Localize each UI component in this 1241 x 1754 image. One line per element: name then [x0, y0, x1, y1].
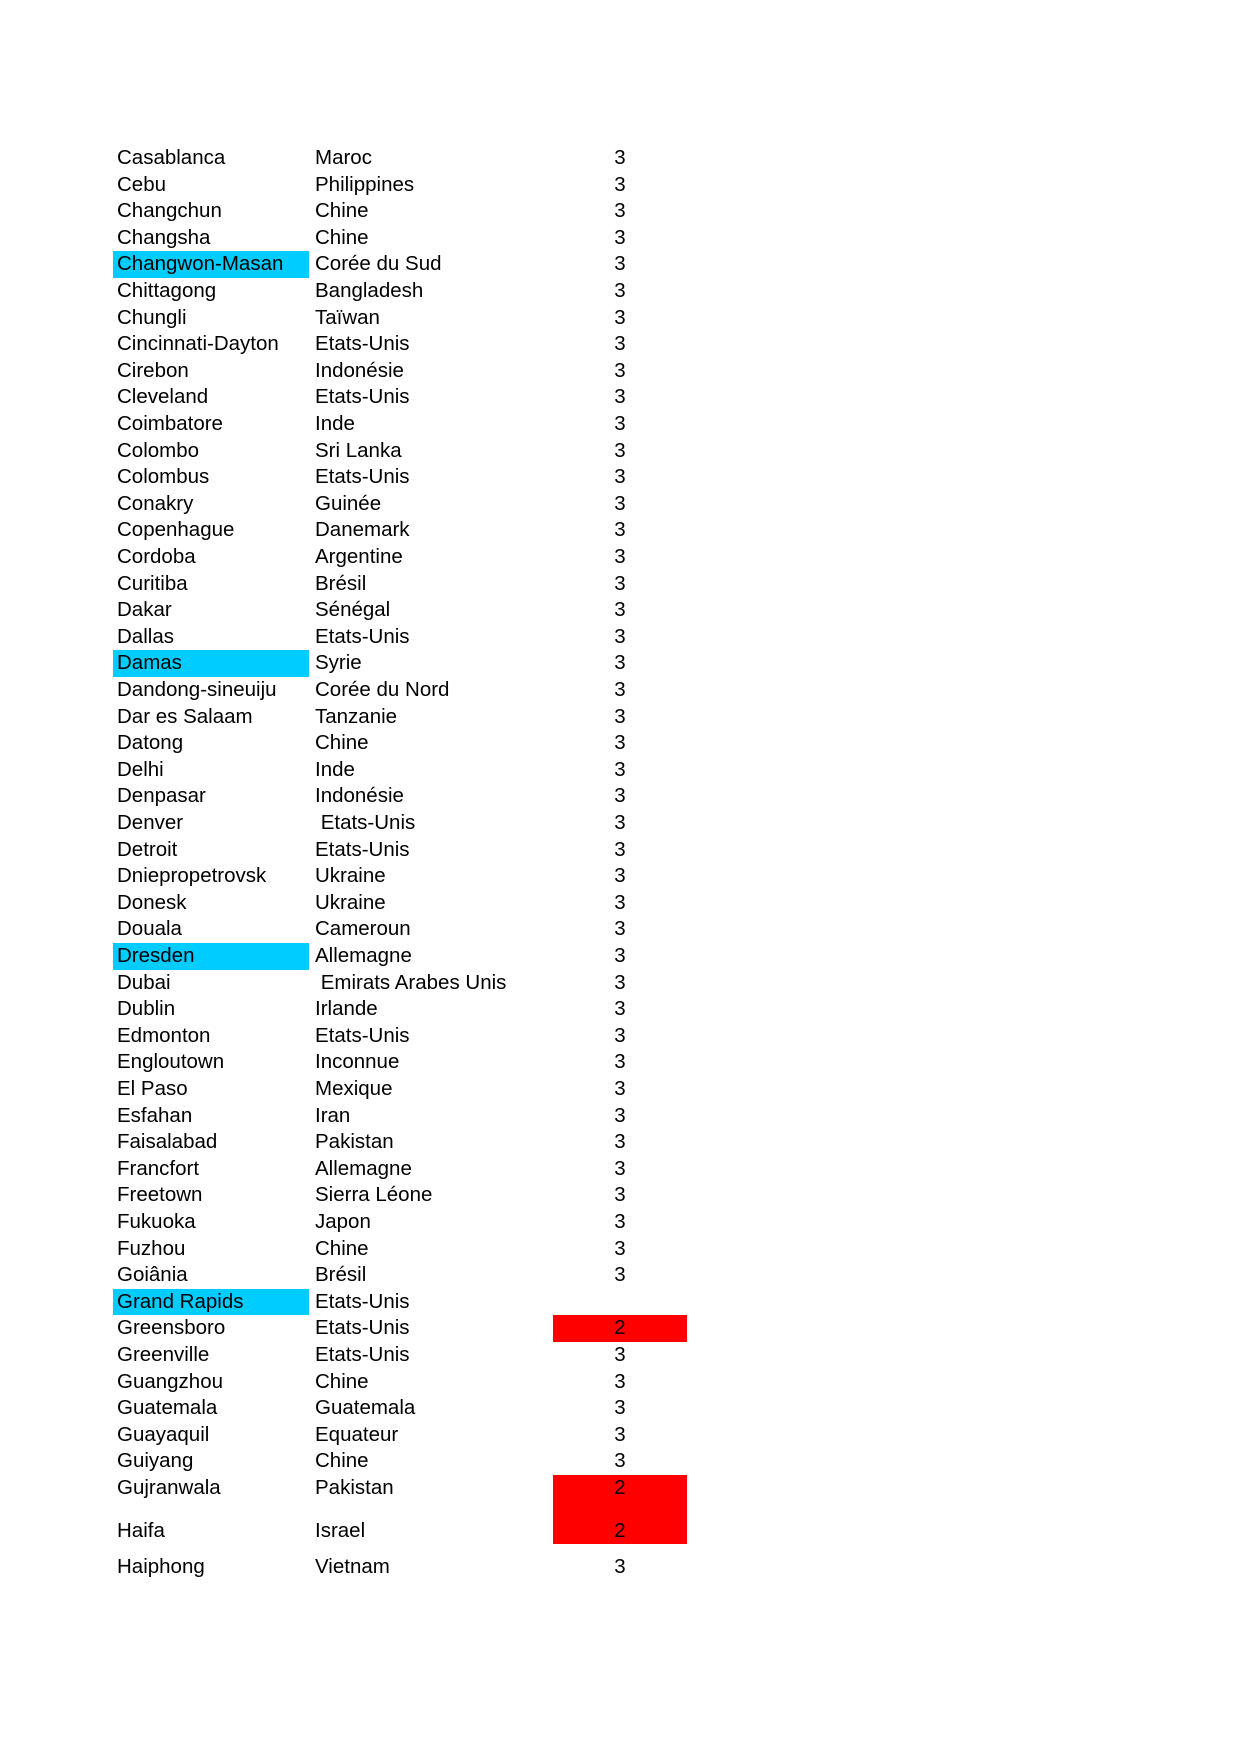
table-row: [0, 305, 1241, 332]
city-cell[interactable]: Copenhague: [117, 518, 235, 542]
value-cell[interactable]: 3: [614, 624, 626, 648]
country-cell[interactable]: Guinée: [315, 491, 382, 515]
value-cell[interactable]: 3: [614, 917, 626, 941]
country-cell[interactable]: Indonésie: [315, 784, 404, 808]
value-cell[interactable]: 3: [614, 784, 626, 808]
table-row: [0, 1023, 1241, 1050]
city-cell[interactable]: Detroit: [117, 837, 178, 861]
country-cell[interactable]: Bangladesh: [315, 279, 424, 302]
city-cell[interactable]: Haiphong: [117, 1555, 205, 1579]
city-cell[interactable]: Cincinnati-Dayton: [117, 332, 279, 356]
table-row: [0, 251, 1241, 278]
value-cell[interactable]: 3: [614, 1396, 626, 1420]
country-cell[interactable]: Chine: [315, 199, 369, 223]
table-row: [0, 890, 1241, 917]
city-cell[interactable]: Fukuoka: [117, 1210, 196, 1233]
city-cell[interactable]: Cebu: [117, 172, 167, 196]
value-cell[interactable]: 3: [614, 1369, 626, 1393]
country-cell[interactable]: Mexique: [315, 1077, 393, 1100]
value-cell[interactable]: 3: [614, 1130, 626, 1154]
table-row: [0, 1554, 1241, 1581]
country-cell[interactable]: Etats-Unis: [315, 1316, 410, 1340]
table-row: [0, 863, 1241, 890]
value-cell[interactable]: 3: [614, 757, 626, 781]
city-cell[interactable]: Dakar: [117, 598, 172, 622]
value-cell[interactable]: 3: [614, 571, 626, 595]
city-cell[interactable]: Faisalabad: [117, 1130, 218, 1154]
country-cell[interactable]: Pakistan: [315, 1476, 394, 1499]
value-cell[interactable]: 3: [614, 1555, 626, 1579]
city-cell[interactable]: Colombus: [117, 465, 210, 489]
city-cell[interactable]: Dublin: [117, 997, 176, 1021]
value-cell[interactable]: 3: [614, 1422, 626, 1446]
city-cell[interactable]: Dar es Salaam: [117, 704, 253, 728]
table-row: [0, 331, 1241, 358]
city-cell[interactable]: Conakry: [117, 491, 194, 515]
value-cell[interactable]: 3: [614, 385, 626, 409]
value-cell[interactable]: 3: [614, 518, 626, 542]
country-cell[interactable]: Etats-Unis: [315, 465, 410, 489]
country-cell[interactable]: Chine: [315, 1449, 369, 1473]
country-cell[interactable]: Philippines: [315, 172, 415, 196]
city-cell[interactable]: Changchun: [117, 199, 222, 223]
table-row: [0, 970, 1241, 997]
country-cell[interactable]: Iran: [315, 1103, 351, 1127]
country-cell[interactable]: Emirats Arabes Unis: [315, 970, 507, 994]
city-cell[interactable]: Guiyang: [117, 1449, 194, 1473]
value-cell[interactable]: 3: [614, 412, 626, 435]
value-cell[interactable]: 3: [614, 1343, 626, 1366]
country-cell[interactable]: Inde: [315, 757, 355, 781]
table-row: [0, 1315, 1241, 1342]
table-row: [0, 491, 1241, 518]
value-cell[interactable]: 2: [553, 1475, 687, 1518]
city-cell[interactable]: El Paso: [117, 1077, 188, 1100]
value-cell[interactable]: 3: [614, 199, 626, 223]
table-row: [0, 597, 1241, 624]
country-cell[interactable]: Inde: [315, 412, 355, 435]
table-row: [0, 730, 1241, 757]
table-row: [0, 1475, 1241, 1502]
table-row: [0, 677, 1241, 704]
table-row: [0, 996, 1241, 1023]
city-cell[interactable]: Colombo: [117, 438, 200, 462]
table-row: [0, 145, 1241, 172]
city-cell[interactable]: Dubai: [117, 970, 171, 994]
table-row: [0, 1129, 1241, 1156]
city-cell[interactable]: Chittagong: [117, 279, 217, 302]
value-cell[interactable]: 3: [614, 332, 626, 356]
country-cell[interactable]: Tanzanie: [315, 704, 398, 728]
country-cell[interactable]: Argentine: [315, 545, 403, 568]
value-cell[interactable]: 3: [614, 1156, 626, 1180]
city-cell[interactable]: Freetown: [117, 1183, 203, 1207]
table-row: [0, 384, 1241, 411]
country-cell[interactable]: Indonésie: [315, 358, 404, 382]
country-cell[interactable]: Syrie: [315, 651, 362, 675]
country-cell[interactable]: Chine: [315, 1236, 369, 1260]
city-cell[interactable]: Greensboro: [117, 1316, 226, 1340]
country-cell[interactable]: Etats-Unis: [315, 1343, 410, 1366]
value-cell[interactable]: 3: [614, 678, 626, 701]
city-cell[interactable]: Dallas: [117, 624, 174, 648]
table-row: [0, 1236, 1241, 1263]
city-cell[interactable]: Esfahan: [117, 1103, 193, 1127]
country-cell[interactable]: Etats-Unis: [315, 332, 410, 356]
table-row: [0, 704, 1241, 731]
value-cell[interactable]: [553, 1289, 687, 1316]
country-cell[interactable]: Sénégal: [315, 598, 391, 622]
country-cell[interactable]: Etats-Unis: [315, 624, 410, 648]
city-cell[interactable]: Edmonton: [117, 1023, 211, 1047]
city-cell[interactable]: Delhi: [117, 757, 164, 781]
value-cell[interactable]: 3: [614, 358, 626, 382]
value-cell[interactable]: 3: [614, 944, 626, 967]
table-row: [0, 1182, 1241, 1209]
value-cell[interactable]: 3: [614, 225, 626, 249]
value-cell[interactable]: 3: [614, 146, 626, 169]
table-row: [0, 1395, 1241, 1422]
value-cell[interactable]: 3: [614, 890, 626, 914]
table-row: [0, 1209, 1241, 1236]
city-cell[interactable]: Dresden: [113, 943, 309, 970]
country-cell[interactable]: Sierra Léone: [315, 1183, 433, 1207]
table-row: [0, 1369, 1241, 1396]
value-cell[interactable]: 3: [614, 1210, 626, 1233]
value-cell[interactable]: 2: [553, 1518, 687, 1545]
value-cell[interactable]: 3: [614, 1236, 626, 1260]
value-cell[interactable]: 3: [614, 305, 626, 329]
country-cell[interactable]: Pakistan: [315, 1130, 394, 1154]
city-cell[interactable]: Damas: [113, 650, 309, 677]
table-row: [0, 571, 1241, 598]
table-row: [0, 1289, 1241, 1316]
table-row: [0, 464, 1241, 491]
table-row: [0, 1103, 1241, 1130]
city-cell[interactable]: Goiânia: [117, 1263, 188, 1287]
city-cell[interactable]: Grand Rapids: [113, 1289, 309, 1316]
country-cell[interactable]: Etats-Unis: [315, 811, 416, 834]
value-cell[interactable]: 2: [553, 1315, 687, 1342]
country-cell[interactable]: Sri Lanka: [315, 438, 402, 462]
table-row: [0, 544, 1241, 571]
value-cell[interactable]: 3: [614, 704, 626, 728]
value-cell[interactable]: 3: [614, 651, 626, 675]
country-cell[interactable]: Ukraine: [315, 890, 386, 914]
country-cell[interactable]: Allemagne: [315, 1156, 412, 1180]
country-cell[interactable]: Equateur: [315, 1422, 399, 1446]
table-row: [0, 438, 1241, 465]
country-cell[interactable]: Etats-Unis: [315, 837, 410, 861]
country-cell[interactable]: Guatemala: [315, 1396, 416, 1420]
value-cell[interactable]: 3: [614, 172, 626, 196]
table-row: [0, 358, 1241, 385]
country-cell[interactable]: Etats-Unis: [315, 1023, 410, 1047]
value-cell[interactable]: 3: [614, 598, 626, 622]
table-row: [0, 172, 1241, 199]
table-row: [0, 1076, 1241, 1103]
table-row: [0, 225, 1241, 252]
value-cell[interactable]: 3: [614, 811, 626, 834]
table-row: [0, 624, 1241, 651]
value-cell[interactable]: 3: [614, 491, 626, 515]
country-cell[interactable]: Etats-Unis: [315, 1289, 410, 1313]
city-cell[interactable]: Gujranwala: [117, 1476, 221, 1499]
value-cell[interactable]: 3: [614, 1023, 626, 1047]
value-cell[interactable]: 3: [614, 252, 626, 276]
country-cell[interactable]: Chine: [315, 225, 369, 249]
table-row: [0, 943, 1241, 970]
city-cell[interactable]: Coimbatore: [117, 412, 223, 435]
city-cell[interactable]: Changwon-Masan: [113, 251, 309, 278]
city-cell[interactable]: Datong: [117, 731, 184, 755]
value-cell[interactable]: 3: [614, 545, 626, 568]
city-cell[interactable]: Douala: [117, 917, 182, 941]
table-row: [0, 757, 1241, 784]
city-cell[interactable]: Changsha: [117, 225, 211, 249]
value-cell[interactable]: 3: [614, 438, 626, 462]
country-cell[interactable]: Corée du Nord: [315, 678, 450, 701]
country-cell[interactable]: Taïwan: [315, 305, 380, 329]
country-cell[interactable]: Corée du Sud: [315, 252, 442, 276]
city-cell[interactable]: Cordoba: [117, 545, 196, 568]
value-cell[interactable]: 3: [614, 997, 626, 1021]
country-cell[interactable]: Israel: [315, 1518, 366, 1542]
city-cell[interactable]: Haifa: [117, 1518, 165, 1542]
value-cell[interactable]: 3: [614, 1050, 626, 1074]
country-cell[interactable]: Brésil: [315, 571, 367, 595]
value-cell[interactable]: 3: [614, 837, 626, 861]
table-row: [0, 1156, 1241, 1183]
table-row: [0, 810, 1241, 837]
table-row: [0, 783, 1241, 810]
table-row: [0, 916, 1241, 943]
value-cell[interactable]: 3: [614, 1263, 626, 1287]
city-cell[interactable]: Cleveland: [117, 385, 209, 409]
table-row: [0, 517, 1241, 544]
country-cell[interactable]: Inconnue: [315, 1050, 400, 1074]
country-cell[interactable]: Vietnam: [315, 1555, 390, 1579]
table-row: [0, 1262, 1241, 1289]
table-row: [0, 1422, 1241, 1449]
city-cell[interactable]: Engloutown: [117, 1050, 225, 1074]
country-cell[interactable]: Brésil: [315, 1263, 367, 1287]
city-cell[interactable]: Guayaquil: [117, 1422, 210, 1446]
city-cell[interactable]: Guatemala: [117, 1396, 218, 1420]
value-cell[interactable]: 3: [614, 1103, 626, 1127]
table-row: [0, 1448, 1241, 1475]
table-row: [0, 411, 1241, 438]
country-cell[interactable]: Chine: [315, 1369, 369, 1393]
country-cell[interactable]: Chine: [315, 731, 369, 755]
value-cell[interactable]: 3: [614, 970, 626, 994]
country-cell[interactable]: Allemagne: [315, 944, 412, 967]
table-row: [0, 1342, 1241, 1369]
city-cell[interactable]: Dandong-sineuiju: [117, 678, 277, 701]
table-row: [0, 837, 1241, 864]
country-cell[interactable]: Danemark: [315, 518, 410, 542]
city-cell[interactable]: Greenville: [117, 1343, 210, 1366]
country-cell[interactable]: Maroc: [315, 146, 372, 169]
city-cell[interactable]: Denpasar: [117, 784, 206, 808]
country-cell[interactable]: Irlande: [315, 997, 378, 1021]
city-cell[interactable]: Francfort: [117, 1156, 200, 1180]
city-cell[interactable]: Cirebon: [117, 358, 189, 382]
country-cell[interactable]: Cameroun: [315, 917, 411, 941]
table-row: [0, 650, 1241, 677]
table-row: [0, 198, 1241, 225]
value-cell[interactable]: 3: [614, 1183, 626, 1207]
city-cell[interactable]: Denver: [117, 811, 184, 834]
city-cell[interactable]: Guangzhou: [117, 1369, 224, 1393]
city-cell[interactable]: Casablanca: [117, 146, 226, 169]
city-cell[interactable]: Curitiba: [117, 571, 188, 595]
value-cell[interactable]: 3: [614, 1449, 626, 1473]
table-row: [0, 1049, 1241, 1076]
country-cell[interactable]: Japon: [315, 1210, 371, 1233]
country-cell[interactable]: Ukraine: [315, 864, 386, 888]
value-cell[interactable]: 3: [614, 465, 626, 489]
value-cell[interactable]: 3: [614, 279, 626, 302]
table-row: [0, 278, 1241, 305]
city-cell[interactable]: Donesk: [117, 890, 187, 914]
table-row: [0, 1518, 1241, 1545]
value-cell[interactable]: 3: [614, 864, 626, 888]
country-cell[interactable]: Etats-Unis: [315, 385, 410, 409]
value-cell[interactable]: 3: [614, 1077, 626, 1100]
city-cell[interactable]: Fuzhou: [117, 1236, 186, 1260]
value-cell[interactable]: 3: [614, 731, 626, 755]
city-cell[interactable]: Chungli: [117, 305, 187, 329]
city-cell[interactable]: Dniepropetrovsk: [117, 864, 267, 888]
